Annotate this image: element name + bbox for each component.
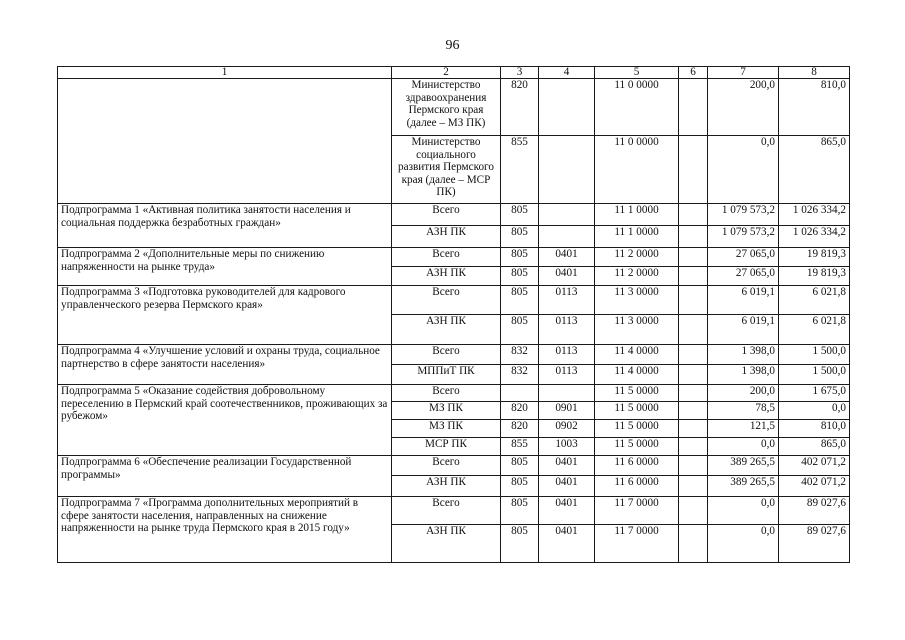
amount-cell: 1 398,0	[708, 365, 779, 385]
code-cell: 805	[501, 456, 539, 476]
target-article-cell: 11 2 0000	[595, 248, 679, 267]
section-cell: 0401	[539, 456, 595, 476]
organization-cell: Всего	[392, 456, 501, 476]
organization-cell: Всего	[392, 345, 501, 365]
code-cell: 805	[501, 286, 539, 315]
expense-type-cell	[679, 204, 708, 226]
amount-cell: 0,0	[708, 497, 779, 525]
section-cell	[539, 385, 595, 402]
expense-type-cell	[679, 226, 708, 248]
table-row	[58, 345, 850, 365]
amount-cell: 0,0	[708, 136, 779, 204]
amount-cell: 19 819,3	[779, 248, 850, 267]
amount-cell: 27 065,0	[708, 248, 779, 267]
expense-type-cell	[679, 267, 708, 286]
target-article-cell: 11 5 0000	[595, 438, 679, 456]
expense-type-cell	[679, 497, 708, 525]
header-cell: 3	[501, 67, 539, 79]
code-cell: 805	[501, 267, 539, 286]
target-article-cell: 11 6 0000	[595, 476, 679, 497]
organization-cell: АЗН ПК	[392, 525, 501, 563]
program-cell: Подпрограмма 3 «Подготовка руководителей для кадрового управленческого резерва Пермского края»	[58, 286, 392, 345]
organization-cell: Всего	[392, 248, 501, 267]
amount-cell: 1 398,0	[708, 345, 779, 365]
expense-type-cell	[679, 402, 708, 420]
amount-cell: 810,0	[779, 79, 850, 136]
program-cell	[58, 79, 392, 204]
section-cell: 0902	[539, 420, 595, 438]
expense-type-cell	[679, 420, 708, 438]
organization-cell: АЗН ПК	[392, 226, 501, 248]
amount-cell: 89 027,6	[779, 497, 850, 525]
target-article-cell: 11 1 0000	[595, 226, 679, 248]
amount-cell: 1 675,0	[779, 385, 850, 402]
expense-type-cell	[679, 476, 708, 497]
code-cell: 832	[501, 345, 539, 365]
page-number: 96	[445, 38, 460, 53]
organization-cell: Министерство здравоохранения Пермского края (далее – МЗ ПК)	[392, 79, 501, 136]
section-cell: 1003	[539, 438, 595, 456]
organization-cell: Всего	[392, 204, 501, 226]
amount-cell: 810,0	[779, 420, 850, 438]
section-cell: 0113	[539, 315, 595, 345]
expense-type-cell	[679, 248, 708, 267]
code-cell: 805	[501, 204, 539, 226]
amount-cell: 1 500,0	[779, 345, 850, 365]
target-article-cell: 11 0 0000	[595, 79, 679, 136]
target-article-cell: 11 0 0000	[595, 136, 679, 204]
amount-cell: 1 079 573,2	[708, 204, 779, 226]
budget-table	[57, 66, 850, 563]
section-cell: 0401	[539, 476, 595, 497]
amount-cell: 0,0	[708, 525, 779, 563]
target-article-cell: 11 5 0000	[595, 420, 679, 438]
table-row	[58, 286, 850, 315]
organization-cell: АЗН ПК	[392, 267, 501, 286]
amount-cell: 1 026 334,2	[779, 204, 850, 226]
code-cell: 805	[501, 497, 539, 525]
code-cell	[501, 385, 539, 402]
amount-cell: 402 071,2	[779, 476, 850, 497]
expense-type-cell	[679, 365, 708, 385]
target-article-cell: 11 4 0000	[595, 365, 679, 385]
target-article-cell: 11 7 0000	[595, 497, 679, 525]
organization-cell: Всего	[392, 497, 501, 525]
amount-cell: 6 019,1	[708, 315, 779, 345]
section-cell: 0401	[539, 497, 595, 525]
section-cell	[539, 204, 595, 226]
header-cell: 5	[595, 67, 679, 79]
amount-cell: 200,0	[708, 385, 779, 402]
amount-cell: 1 026 334,2	[779, 226, 850, 248]
amount-cell: 200,0	[708, 79, 779, 136]
target-article-cell: 11 6 0000	[595, 456, 679, 476]
table-row	[58, 385, 850, 402]
code-cell: 805	[501, 226, 539, 248]
target-article-cell: 11 3 0000	[595, 286, 679, 315]
section-cell: 0901	[539, 402, 595, 420]
organization-cell: АЗН ПК	[392, 476, 501, 497]
expense-type-cell	[679, 385, 708, 402]
organization-cell: Министерство социального развития Пермского края (далее – МСР ПК)	[392, 136, 501, 204]
expense-type-cell	[679, 315, 708, 345]
amount-cell: 1 500,0	[779, 365, 850, 385]
code-cell: 805	[501, 476, 539, 497]
header-cell: 1	[58, 67, 392, 79]
header-cell: 4	[539, 67, 595, 79]
section-cell: 0401	[539, 248, 595, 267]
code-cell: 832	[501, 365, 539, 385]
code-cell: 820	[501, 402, 539, 420]
section-cell: 0401	[539, 267, 595, 286]
amount-cell: 19 819,3	[779, 267, 850, 286]
amount-cell: 89 027,6	[779, 525, 850, 563]
organization-cell: Всего	[392, 286, 501, 315]
table-row	[58, 456, 850, 476]
code-cell: 820	[501, 420, 539, 438]
code-cell: 805	[501, 248, 539, 267]
amount-cell: 6 021,8	[779, 286, 850, 315]
expense-type-cell	[679, 286, 708, 315]
amount-cell: 865,0	[779, 438, 850, 456]
expense-type-cell	[679, 136, 708, 204]
header-cell: 8	[779, 67, 850, 79]
amount-cell: 402 071,2	[779, 456, 850, 476]
code-cell: 820	[501, 79, 539, 136]
amount-cell: 121,5	[708, 420, 779, 438]
amount-cell: 27 065,0	[708, 267, 779, 286]
organization-cell: МЗ ПК	[392, 420, 501, 438]
table-row	[58, 204, 850, 226]
header-cell: 2	[392, 67, 501, 79]
expense-type-cell	[679, 456, 708, 476]
section-cell	[539, 226, 595, 248]
program-cell: Подпрограмма 6 «Обеспечение реализации Государственной программы»	[58, 456, 392, 497]
program-cell: Подпрограмма 5 «Оказание содействия добровольному переселению в Пермский край соотечественников, проживающих за рубежом»	[58, 385, 392, 456]
section-cell	[539, 79, 595, 136]
table-row	[58, 497, 850, 525]
section-cell: 0401	[539, 525, 595, 563]
section-cell: 0113	[539, 365, 595, 385]
section-cell	[539, 136, 595, 204]
code-cell: 805	[501, 315, 539, 345]
header-cell: 7	[708, 67, 779, 79]
code-cell: 855	[501, 136, 539, 204]
expense-type-cell	[679, 345, 708, 365]
amount-cell: 389 265,5	[708, 476, 779, 497]
amount-cell: 6 021,8	[779, 315, 850, 345]
target-article-cell: 11 4 0000	[595, 345, 679, 365]
header-cell: 6	[679, 67, 708, 79]
amount-cell: 0,0	[708, 438, 779, 456]
code-cell: 805	[501, 525, 539, 563]
organization-cell: МППиТ ПК	[392, 365, 501, 385]
target-article-cell: 11 5 0000	[595, 402, 679, 420]
amount-cell: 0,0	[779, 402, 850, 420]
program-cell: Подпрограмма 7 «Программа дополнительных мероприятий в сфере занятости населения, направленных на снижение напряженности на рынке труда Пермского края в 2015 году»	[58, 497, 392, 563]
target-article-cell: 11 3 0000	[595, 315, 679, 345]
organization-cell: АЗН ПК	[392, 315, 501, 345]
expense-type-cell	[679, 525, 708, 563]
organization-cell: Всего	[392, 385, 501, 402]
table-row	[58, 248, 850, 267]
amount-cell: 6 019,1	[708, 286, 779, 315]
target-article-cell: 11 1 0000	[595, 204, 679, 226]
target-article-cell: 11 2 0000	[595, 267, 679, 286]
amount-cell: 865,0	[779, 136, 850, 204]
expense-type-cell	[679, 438, 708, 456]
amount-cell: 1 079 573,2	[708, 226, 779, 248]
organization-cell: МСР ПК	[392, 438, 501, 456]
organization-cell: МЗ ПК	[392, 402, 501, 420]
table-row	[58, 79, 850, 136]
target-article-cell: 11 7 0000	[595, 525, 679, 563]
program-cell: Подпрограмма 4 «Улучшение условий и охраны труда, социальное партнерство в сфере занятости населения»	[58, 345, 392, 385]
code-cell: 855	[501, 438, 539, 456]
target-article-cell: 11 5 0000	[595, 385, 679, 402]
program-cell: Подпрограмма 1 «Активная политика занятости населения и социальная поддержка безработных граждан»	[58, 204, 392, 248]
section-cell: 0113	[539, 345, 595, 365]
amount-cell: 389 265,5	[708, 456, 779, 476]
header-row	[58, 67, 850, 79]
expense-type-cell	[679, 79, 708, 136]
amount-cell: 78,5	[708, 402, 779, 420]
section-cell: 0113	[539, 286, 595, 315]
program-cell: Подпрограмма 2 «Дополнительные меры по снижению напряженности на рынке труда»	[58, 248, 392, 286]
